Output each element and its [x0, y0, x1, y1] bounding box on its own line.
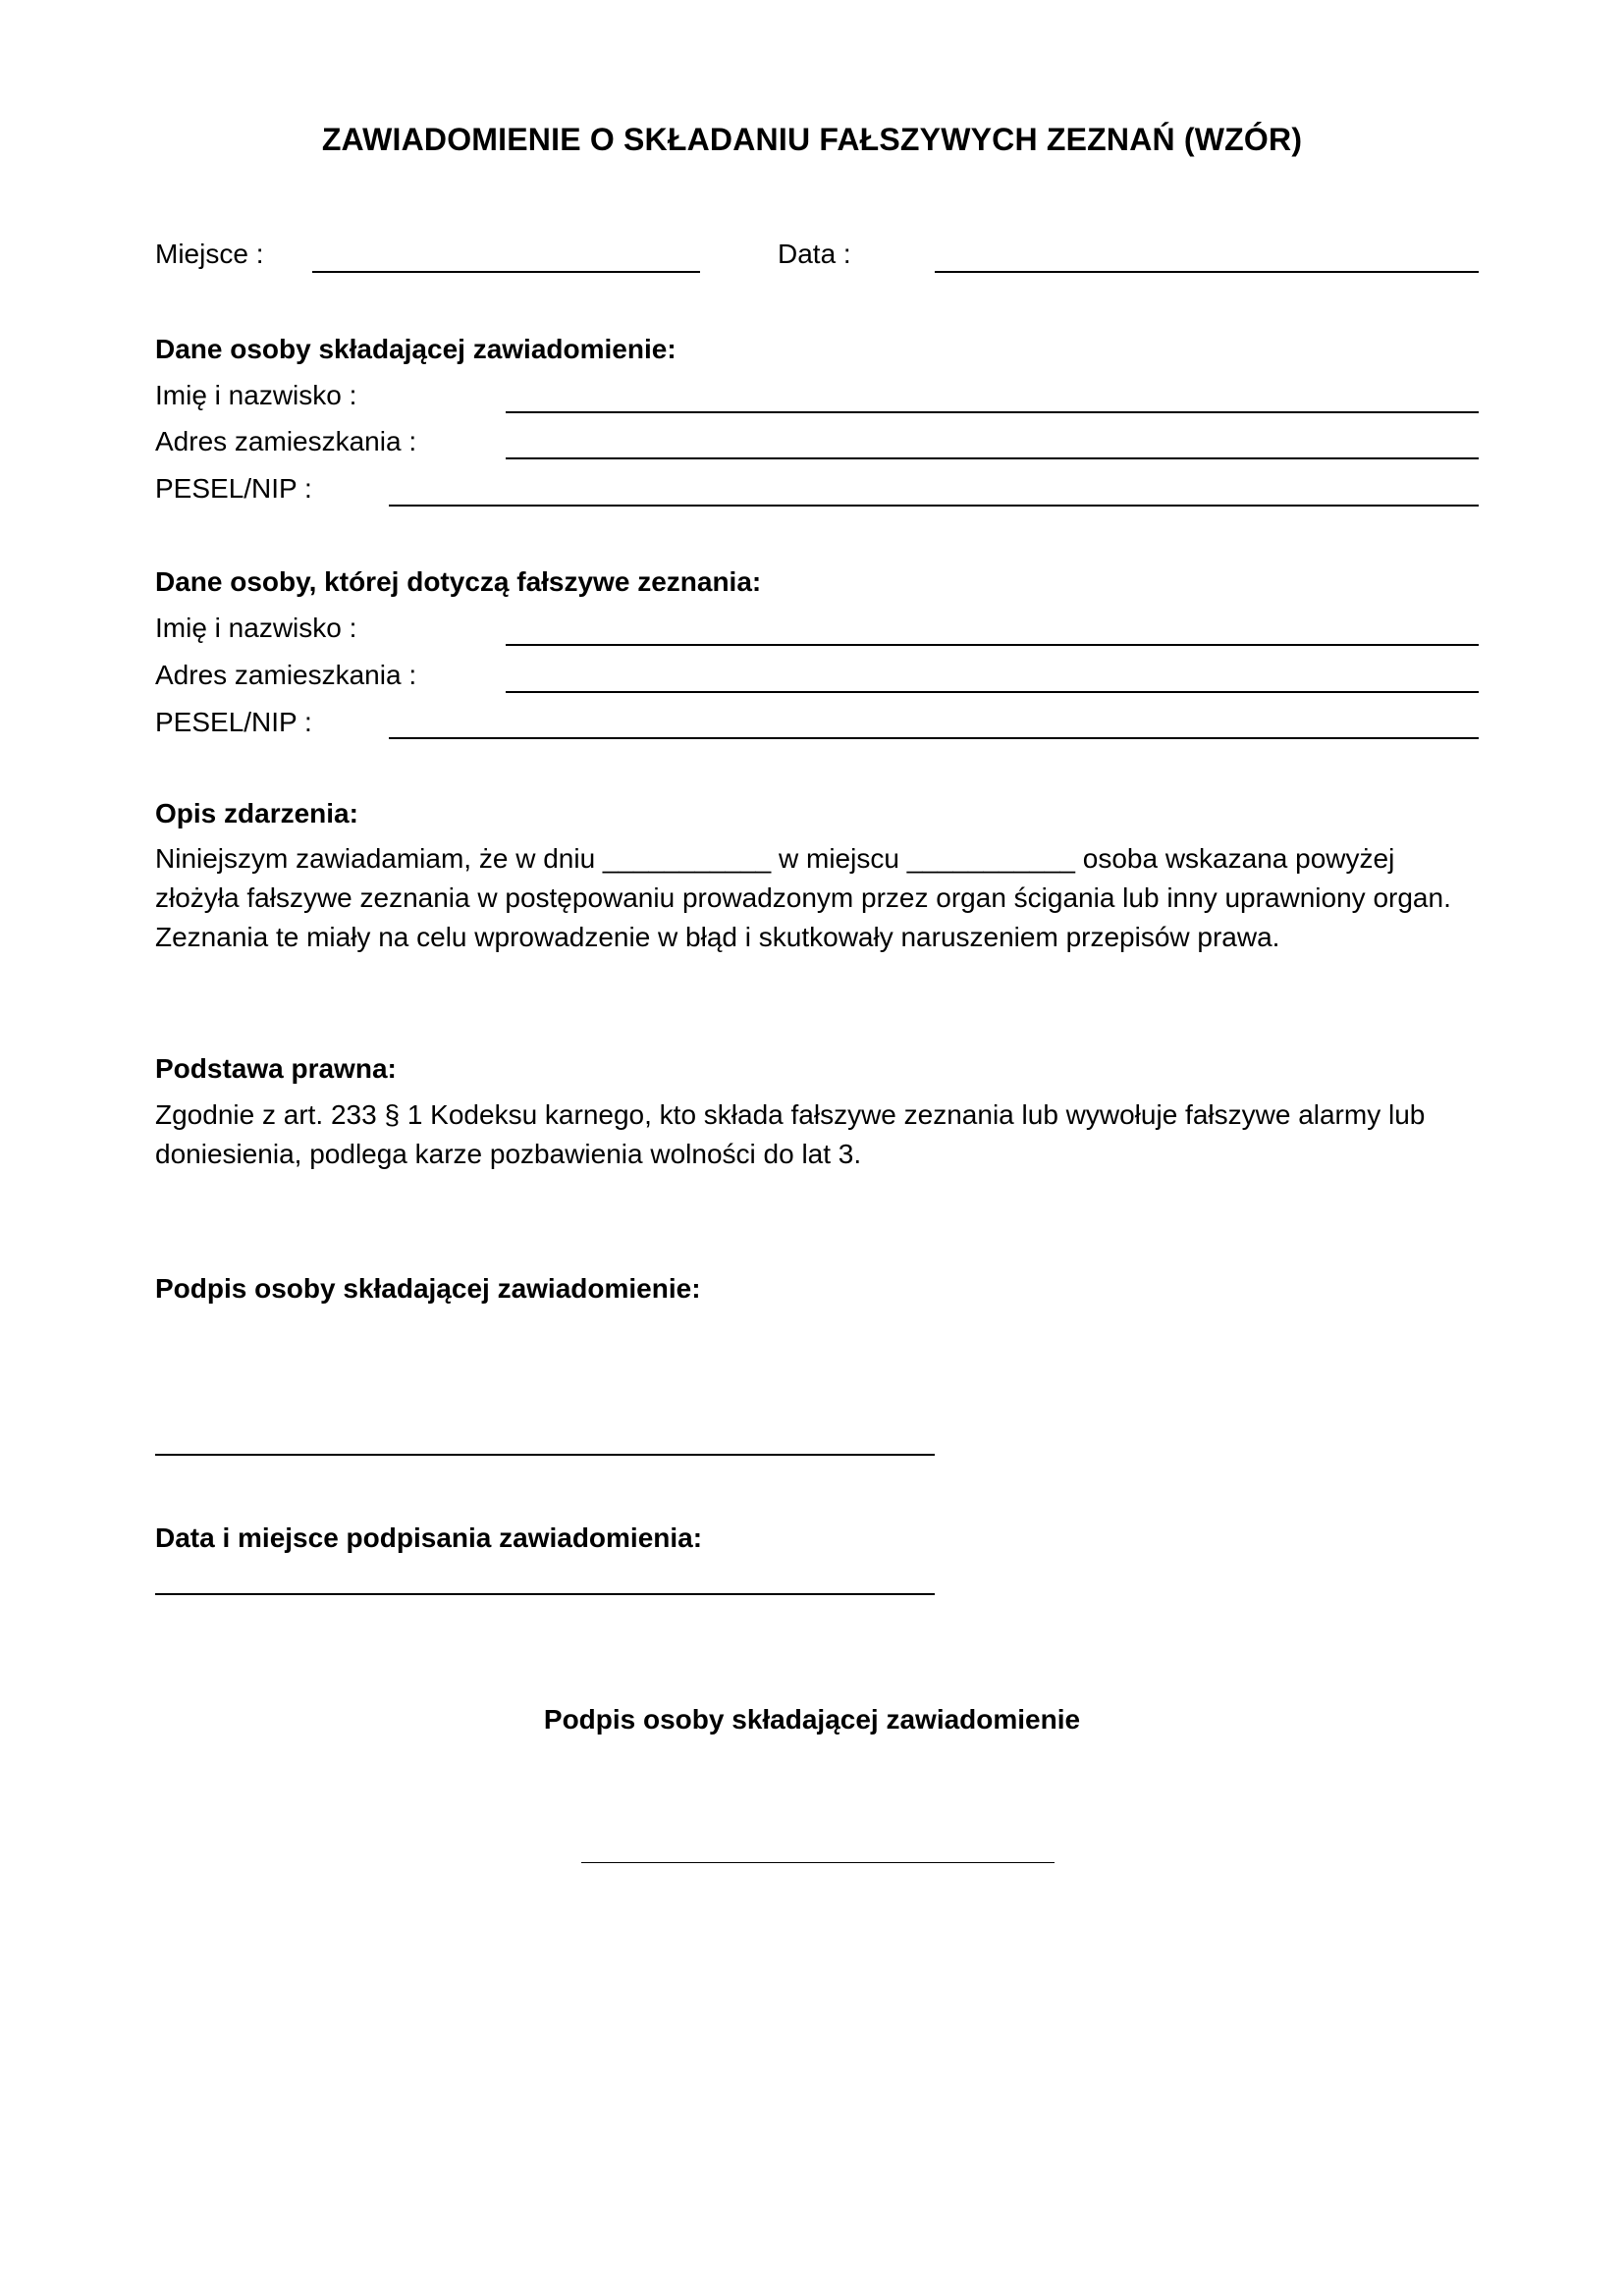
footer-signature-field-line[interactable]	[581, 1862, 1055, 1863]
signature-field-line[interactable]	[155, 1454, 935, 1456]
reporter-name-label: Imię i nazwisko :	[155, 380, 357, 410]
reporter-heading: Dane osoby składającej zawiadomienie:	[155, 334, 677, 364]
description-line: złożyła fałszywe zeznania w postępowaniu prowadzonym przez organ ścigania lub inny uprawniony organ.	[155, 882, 1451, 913]
signature-heading: Podpis osoby składającej zawiadomienie:	[155, 1273, 701, 1304]
accused-id-field-line[interactable]	[389, 737, 1479, 739]
reporter-name-field-line[interactable]	[506, 411, 1479, 413]
reporter-address-label: Adres zamieszkania :	[155, 426, 417, 456]
description-line: Zeznania te miały na celu wprowadzenie w błąd i skutkowały naruszeniem przepisów prawa.	[155, 922, 1280, 952]
accused-name-field-line[interactable]	[506, 644, 1479, 646]
reporter-address-field-line[interactable]	[506, 457, 1479, 459]
reporter-id-field-line[interactable]	[389, 505, 1479, 507]
accused-address-field-line[interactable]	[506, 691, 1479, 693]
accused-address-label: Adres zamieszkania :	[155, 660, 417, 690]
description-line: Niniejszym zawiadamiam, że w dniu ___________ w miejscu ___________ osoba wskazana powyżej	[155, 843, 1395, 874]
accused-id-label: PESEL/NIP :	[155, 707, 312, 737]
legal-basis-heading: Podstawa prawna:	[155, 1053, 397, 1084]
sign-date-field-line[interactable]	[155, 1593, 935, 1595]
footer-signature-heading: Podpis osoby składającej zawiadomienie	[543, 1704, 1081, 1735]
legal-basis-line: Zgodnie z art. 233 § 1 Kodeksu karnego, kto składa fałszywe zeznania lub wywołuje fałszywe alarmy lub	[155, 1099, 1426, 1130]
date-label: Data :	[778, 239, 851, 269]
place-label: Miejsce :	[155, 239, 264, 269]
description-heading: Opis zdarzenia:	[155, 798, 358, 828]
legal-basis-line: doniesienia, podlega karze pozbawienia wolności do lat 3.	[155, 1139, 862, 1169]
description-paragraph	[155, 839, 1530, 957]
place-field-line[interactable]	[312, 271, 700, 273]
sign-date-heading: Data i miejsce podpisania zawiadomienia:	[155, 1522, 703, 1553]
date-field-line[interactable]	[935, 271, 1479, 273]
document-title: ZAWIADOMIENIE O SKŁADANIU FAŁSZYWYCH ZEZNAŃ (WZÓR)	[321, 122, 1303, 157]
accused-heading: Dane osoby, której dotyczą fałszywe zeznania:	[155, 566, 762, 597]
legal-basis-paragraph	[155, 1095, 1530, 1174]
accused-name-label: Imię i nazwisko :	[155, 613, 357, 643]
reporter-id-label: PESEL/NIP :	[155, 473, 312, 504]
